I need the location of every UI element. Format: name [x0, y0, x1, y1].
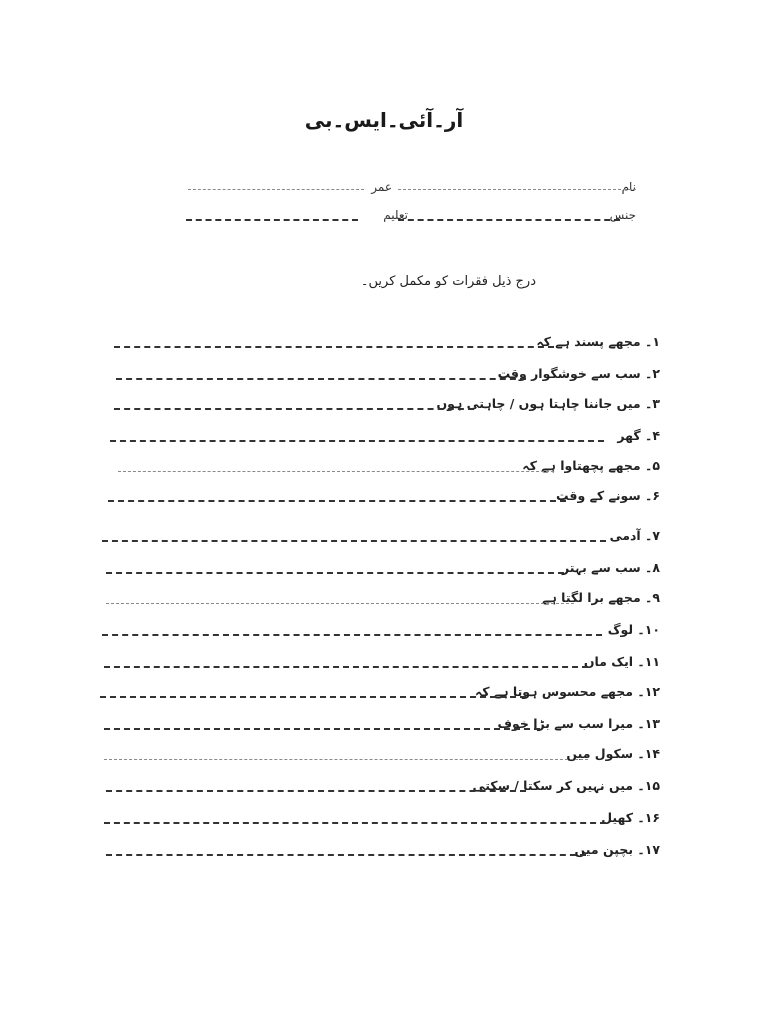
- sentence-prompt: ۱۰۔ لوگ: [607, 622, 660, 637]
- answer-line[interactable]: [104, 728, 540, 730]
- instructions-text: درج ذیل فقرات کو مکمل کریں۔: [360, 274, 536, 289]
- sentence-item: [100, 558, 660, 580]
- page-title: آر۔آئی۔ایس۔بی: [304, 108, 464, 132]
- age-label: عمر: [371, 180, 392, 194]
- answer-line[interactable]: [102, 634, 602, 636]
- sentence-prompt: ۱۵۔ میں نہیں کر سکتا / سکتی: [472, 778, 660, 793]
- answer-line[interactable]: [102, 540, 606, 542]
- sentence-item: [100, 364, 660, 386]
- answer-line[interactable]: [106, 854, 586, 856]
- sentence-item: [100, 588, 660, 610]
- sentence-item: [100, 652, 660, 674]
- sentence-prompt: ۷۔ آدمی: [609, 528, 660, 543]
- sentence-item: [100, 840, 660, 862]
- sentence-item: [100, 486, 660, 508]
- sentence-prompt: ۱۴۔ سکول میں: [566, 746, 660, 761]
- sentence-item: [100, 426, 660, 448]
- sentence-item: [100, 808, 660, 830]
- sentence-prompt: ۲۔ سب سے خوشگوار وقت: [497, 366, 660, 381]
- answer-line[interactable]: [104, 822, 606, 824]
- sentence-prompt: ۶۔ سونے کے وقت: [556, 488, 660, 503]
- sentence-prompt: ۵۔ مجھے پچھتاوا ہے کہ: [522, 458, 660, 473]
- answer-line[interactable]: [104, 666, 588, 668]
- name-field-line[interactable]: [398, 189, 636, 190]
- answer-line[interactable]: [100, 696, 526, 698]
- sentence-prompt: ۱۔ مجھے پسند ہے کہ: [536, 334, 660, 349]
- sentence-item: [100, 332, 660, 354]
- sentence-item: [100, 682, 660, 704]
- answer-line[interactable]: [106, 603, 574, 604]
- sentence-item: [100, 456, 660, 478]
- answer-line[interactable]: [116, 378, 526, 380]
- answer-line[interactable]: [114, 408, 474, 410]
- sentence-prompt: ۴۔ گھر: [617, 428, 660, 443]
- sentence-prompt: ۹۔ مجھے برا لگتا ہے: [542, 590, 660, 605]
- answer-line[interactable]: [106, 790, 526, 792]
- answer-line[interactable]: [114, 346, 554, 348]
- gender-label: جنس: [609, 208, 636, 222]
- name-label: نام: [621, 180, 636, 194]
- sentence-item: [100, 620, 660, 642]
- sentence-item: [100, 394, 660, 416]
- answer-line[interactable]: [110, 440, 604, 442]
- sentence-item: [100, 776, 660, 798]
- answer-line[interactable]: [118, 471, 554, 472]
- sentence-prompt: ۳۔ میں جاننا چاہتا ہوں / چاہتی ہوں: [436, 396, 660, 411]
- answer-line[interactable]: [106, 572, 564, 574]
- sentence-item: [100, 714, 660, 736]
- answer-line[interactable]: [104, 759, 588, 760]
- sentence-prompt: ۱۳۔ میرا سب سے بڑا خوف: [497, 716, 660, 731]
- sentence-prompt: ۱۶۔ کھیل: [601, 810, 660, 825]
- age-field-line[interactable]: [188, 189, 364, 190]
- education-label: تعلیم: [383, 208, 408, 222]
- sentence-item: [100, 744, 660, 766]
- sentence-prompt: ۸۔ سب سے بہتر: [561, 560, 660, 575]
- sentence-prompt: ۱۷۔ بچپن میں: [574, 842, 660, 857]
- sentence-prompt: ۱۲۔ مجھے محسوس ہوتا ہے کہ: [474, 684, 660, 699]
- sentence-item: [100, 526, 660, 548]
- sentence-prompt: ۱۱۔ ایک ماں: [583, 654, 660, 669]
- education-field-line[interactable]: [186, 219, 358, 221]
- gender-field-line[interactable]: [398, 219, 620, 221]
- answer-line[interactable]: [108, 500, 566, 502]
